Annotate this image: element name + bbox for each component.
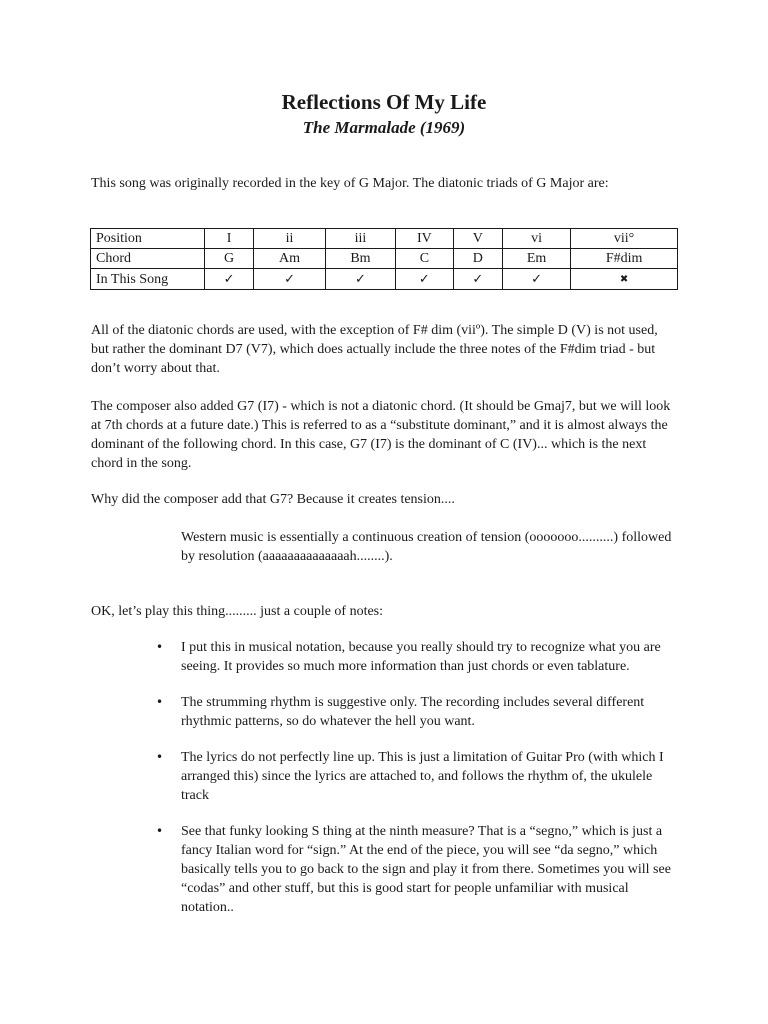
bullet-icon: • [156,750,164,764]
table-cell-chord: D [453,249,502,269]
check-icon: ✓ [284,271,295,287]
table-cell-position: ii [254,229,326,249]
row-header-in-song: In This Song [91,269,205,290]
list-item-text: The lyrics do not perfectly line up. This is just a limitation of Guitar Pro (with which I arranged this) since the lyrics are attached to, and follows the rhythm of, the ukulele track [181,750,664,803]
list-item [150,693,680,731]
table-cell-chord: Em [502,249,570,269]
table-cell-chord: Am [254,249,326,269]
table-cell-position: IV [395,229,453,249]
document-subtitle: The Marmalade (1969) [302,118,466,137]
paragraph-why-g7: Why did the composer add that G7? Because it creates tension.... [91,492,455,507]
cross-icon: ✖ [619,274,629,285]
document-title: Reflections Of My Life [281,90,487,114]
paragraph-lets-play: OK, let’s play this thing......... just a couple of notes: [91,604,384,619]
row-header-chord: Chord [91,249,205,269]
table-cell-chord: F#dim [571,249,678,269]
check-icon: ✓ [354,271,366,287]
bullet-icon: • [156,640,164,654]
list-item [150,638,680,676]
paragraph-diatonic-chords: All of the diatonic chords are used, with the exception of F# dim (viiº). The simple D (V) is not used, but rather the dominant D7 (V7), which does actually include the three notes of the F#dim triad - but don’t worry about that. [91,323,658,376]
table-cell-position: V [453,229,502,249]
paragraph-g7-substitute: The composer also added G7 (I7) - which is not a diatonic chord. (It should be Gmaj7, but we will look at 7th chords at a future date.) This is referred to as a “substitute dominant,” and it is almost always the dominant of the following chord. In this case, G7 (I7) is the dominant of C (IV)... which is the next chord in the song. [91,399,671,471]
row-header-position: Position [91,229,205,249]
table-cell-chord: Bm [325,249,395,269]
check-icon: ✓ [418,271,430,287]
table-cell-position: vii° [571,229,678,249]
bullet-icon: • [156,824,164,838]
table-cell-position: iii [325,229,395,249]
check-icon: ✓ [223,271,235,287]
table-row-position [91,229,678,249]
list-item-text: See that funky looking S thing at the ninth measure? That is a “segno,” which is just a fancy Italian word for “sign.” At the end of the piece, you will see “da segno,” which basically tells you to go back to the sign and play it from there. Sometimes you will see “codas” and other stuff, but this is good start for people unfamiliar with musical notation.. [181,824,671,915]
quote-tension: Western music is essentially a continuous creation of tension (ooooooo..........) followed by resolution (aaaaaaaaaaaaaah........). [181,530,672,564]
intro-paragraph: This song was originally recorded in the key of G Major. The diatonic triads of G Major are: [91,176,609,191]
table-cell-chord: C [395,249,453,269]
list-item [150,822,680,917]
list-item-text: The strumming rhythm is suggestive only. The recording includes several different rhythmic patterns, so do whatever the hell you want. [181,695,645,729]
bullet-icon: • [156,695,164,709]
list-item [150,748,680,805]
list-item-text: I put this in musical notation, because you really should try to recognize what you are seeing. It provides so much more information than just chords or even tablature. [181,640,661,674]
table-cell-position: I [205,229,254,249]
table-row-in-song [91,269,678,290]
check-icon: ✓ [531,271,543,287]
check-icon: ✓ [472,271,484,287]
table-cell-position: vi [502,229,570,249]
table-cell-chord: G [205,249,254,269]
table-row-chord [91,249,678,269]
notes-list [150,638,680,917]
diatonic-triads-table [90,228,678,290]
